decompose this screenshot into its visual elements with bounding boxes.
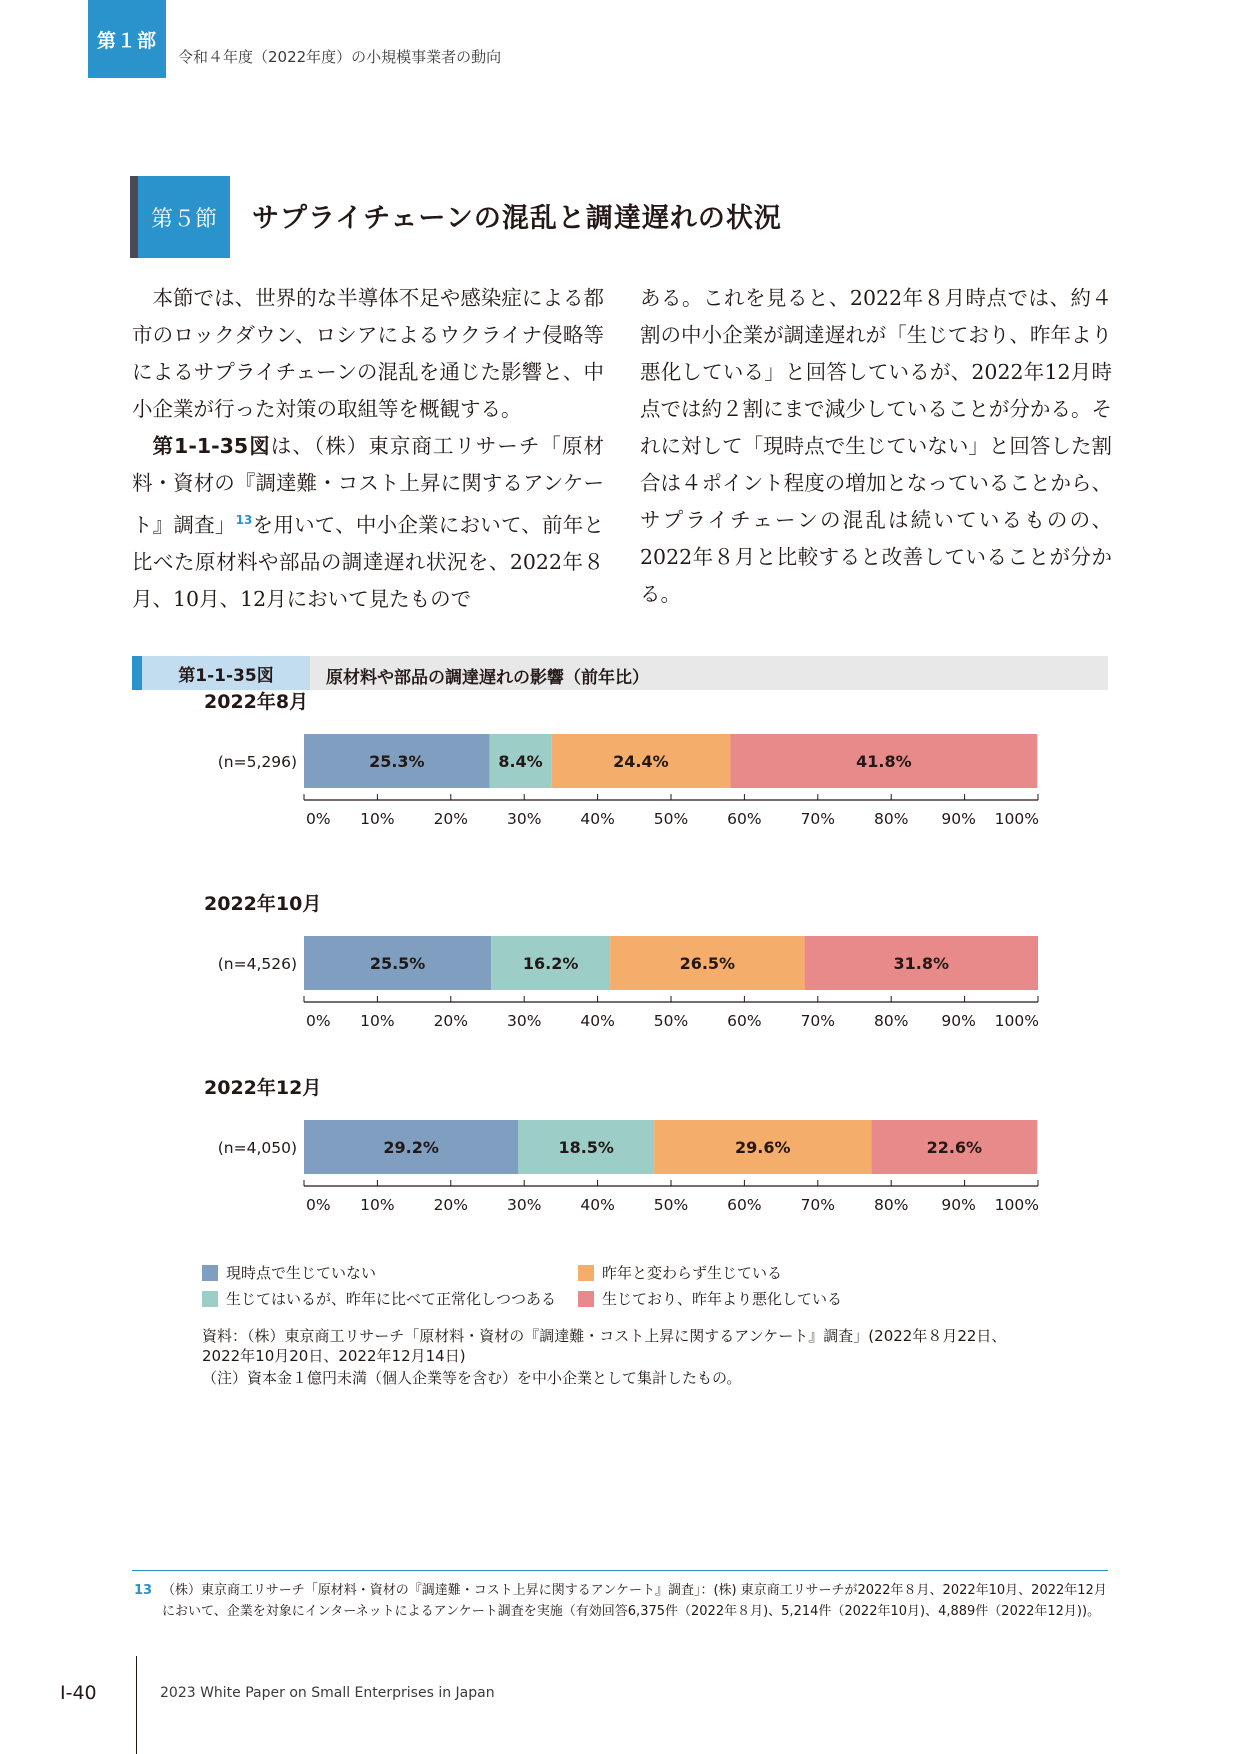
section-title: サプライチェーンの混乱と調達遅れの状況 — [252, 203, 782, 234]
part-tag: 第１部 — [88, 0, 166, 78]
data-label: 25.5% — [369, 954, 426, 973]
body-paragraph-3: ある。これを見ると、2022年８月時点では、約４割の中小企業が調達遅れが「生じており、昨年より悪化している」と回答しているが、2022年12月時点では約２割にまで減少していることが分かる。それに対して「現時点で生じていない」と回答した割合は４ポイント程度の増加となっていることから、サプライチェーンの混乱は続いているものの、2022年８月と比較すると改善していることが分かる。 — [640, 286, 1112, 606]
legend-label: 昨年と変わらず生じている — [602, 1264, 783, 1282]
x-tick-label: 30% — [506, 1196, 542, 1214]
panel-title: 2022年8月 — [204, 691, 309, 713]
data-label: 24.4% — [613, 752, 669, 771]
legend-item-normalizing — [202, 1288, 556, 1309]
x-tick-label: 0% — [306, 1196, 331, 1214]
data-label: 41.8% — [856, 752, 912, 771]
legend-item-worse — [578, 1288, 842, 1309]
source-line-1: 資料：（株）東京商工リサーチ「原材料・資材の『調達難・コスト上昇に関するアンケート』調査」(2022年８月22日、2022年10月20日、2022年12月14日) — [202, 1327, 1007, 1365]
section-tag: 第５節 — [138, 176, 230, 258]
x-tick-label: 80% — [873, 1012, 909, 1030]
data-label: 31.8% — [893, 954, 950, 973]
data-label: 29.2% — [383, 1138, 439, 1157]
x-tick-label: 70% — [800, 810, 836, 828]
x-tick-label: 0% — [306, 1012, 331, 1030]
x-tick-label: 0% — [306, 810, 331, 828]
book-title: 2023 White Paper on Small Enterprises in Japan — [160, 1685, 495, 1701]
legend-swatch — [578, 1265, 594, 1281]
panel-title: 2022年12月 — [204, 1077, 322, 1099]
x-tick-label: 40% — [580, 1196, 615, 1214]
x-tick-label: 10% — [360, 810, 395, 828]
x-tick-label: 10% — [360, 1196, 395, 1214]
part-title: 令和４年度（2022年度）の小規模事業者の動向 — [178, 48, 502, 66]
body-paragraph-1: 本節では、世界的な半導体不足や感染症による都市のロックダウン、ロシアによるウクライナ侵略等によるサプライチェーンの混乱を通じた影響と、中小企業が行った対策の取組等を概観する。 — [132, 286, 604, 421]
x-tick-label: 90% — [941, 1196, 976, 1214]
legend-label: 現時点で生じていない — [226, 1264, 377, 1282]
figure-title: 原材料や部品の調達遅れの影響（前年比） — [326, 668, 649, 688]
x-tick-label: 70% — [800, 1196, 836, 1214]
x-tick-label: 90% — [941, 1012, 976, 1030]
x-tick-label: 100% — [994, 810, 1039, 828]
footnote-marker: 13 — [235, 513, 253, 527]
legend-label: 生じてはいるが、昨年に比べて正常化しつつある — [226, 1290, 557, 1308]
data-label: 22.6% — [926, 1138, 983, 1157]
footnote-text: （株）東京商工リサーチ「原材料・資材の『調達難・コスト上昇に関するアンケート』調査」：(株) 東京商工リサーチが2022年８月、2022年10月、2022年12月において、企業を対象にインターネットによるアンケート調査を実施（有効回答6,375件（2022年８月)、5,214件（2022年10月)、4,889件（2022年12月))。 — [162, 1583, 1107, 1619]
data-label: 8.4% — [498, 752, 543, 771]
legend-swatch — [578, 1291, 594, 1307]
data-label: 29.6% — [734, 1138, 791, 1157]
data-label: 16.2% — [522, 954, 579, 973]
legend-item-same — [578, 1262, 782, 1283]
x-tick-label: 80% — [873, 810, 909, 828]
page-number: Ⅰ-40 — [60, 1682, 97, 1704]
x-tick-label: 50% — [653, 810, 689, 828]
sample-size-label: (n=4,050) — [217, 1139, 297, 1157]
footer-rule — [136, 1656, 137, 1754]
footnote-rule — [132, 1570, 1108, 1571]
x-tick-label: 40% — [580, 1012, 615, 1030]
x-tick-label: 60% — [727, 810, 762, 828]
data-label: 25.3% — [369, 752, 425, 771]
x-tick-label: 20% — [433, 1012, 469, 1030]
x-tick-label: 20% — [433, 1196, 469, 1214]
x-tick-label: 60% — [727, 1012, 762, 1030]
x-tick-label: 50% — [653, 1012, 689, 1030]
x-tick-label: 100% — [994, 1012, 1039, 1030]
footnote — [132, 1580, 1112, 1622]
figure-reference: 第1-1-35図 — [152, 434, 271, 458]
x-tick-label: 40% — [580, 810, 615, 828]
legend-label: 生じており、昨年より悪化している — [602, 1290, 843, 1308]
body-paragraph-2-a: は、（株）東京商工リサーチ「原材料・資材の『調達難・コスト上昇に関するアンケート』調査」 — [132, 434, 605, 537]
sample-size-label: (n=5,296) — [217, 753, 297, 771]
body-paragraph-2-b: を用いて、中小企業において、前年と比べた原材料や部品の調達遅れ状況を、2022年８月、10月、12月において見たもので — [132, 512, 605, 611]
x-tick-label: 10% — [360, 1012, 395, 1030]
footnote-number: 13 — [134, 1583, 153, 1598]
figure-source — [202, 1326, 1042, 1388]
figure-number: 第1-1-35図 — [142, 656, 310, 690]
x-tick-label: 20% — [433, 810, 469, 828]
x-tick-label: 50% — [653, 1196, 689, 1214]
source-note: （注）資本金１億円未満（個人企業等を含む）を中小企業として集計したもの。 — [202, 1369, 742, 1387]
x-tick-label: 100% — [994, 1196, 1039, 1214]
panel-title: 2022年10月 — [204, 893, 322, 915]
x-tick-label: 70% — [800, 1012, 836, 1030]
x-tick-label: 60% — [727, 1196, 762, 1214]
x-tick-label: 30% — [506, 810, 542, 828]
x-tick-label: 90% — [941, 810, 976, 828]
legend-item-none — [202, 1262, 376, 1283]
x-tick-label: 30% — [506, 1012, 542, 1030]
data-label: 26.5% — [679, 954, 736, 973]
legend-swatch — [202, 1265, 218, 1281]
sample-size-label: (n=4,526) — [217, 955, 297, 973]
legend-swatch — [202, 1291, 218, 1307]
data-label: 18.5% — [558, 1138, 614, 1157]
x-tick-label: 80% — [873, 1196, 909, 1214]
